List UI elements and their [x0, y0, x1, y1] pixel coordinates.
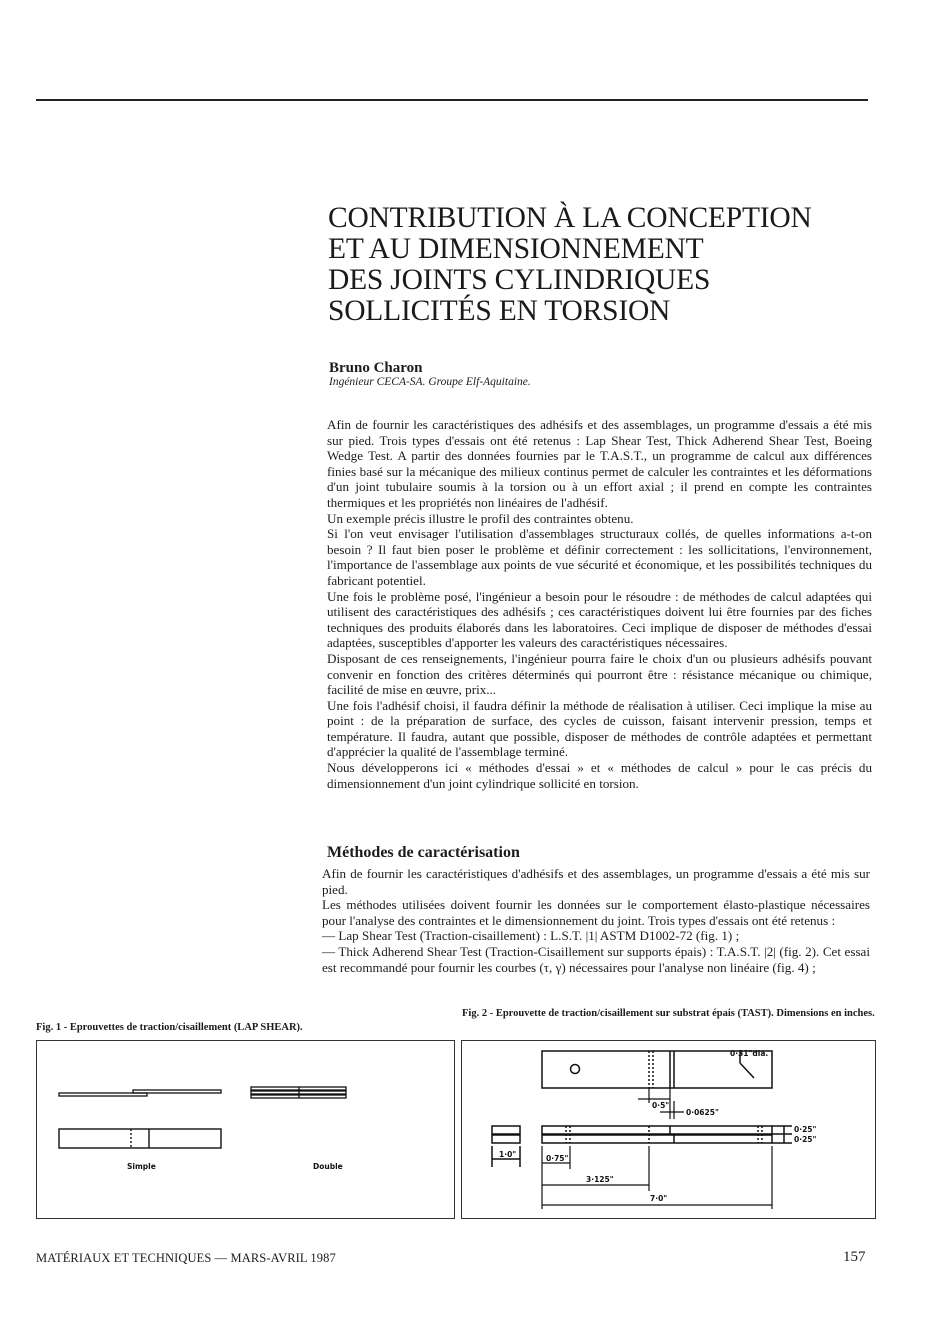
figure-2-drawing	[462, 1041, 875, 1218]
simple-label: Simple	[127, 1162, 156, 1171]
footer-journal: MATÉRIAUX ET TECHNIQUES — MARS-AVRIL 1987	[36, 1251, 336, 1265]
section-paragraph: Afin de fournir les caractéristiques d'adhésifs et des assemblages, un programme d'essais a été mis sur pied.	[322, 866, 870, 897]
section-paragraph: Les méthodes utilisées doivent fournir les données sur le comportement élasto-plastique nécessaires pour l'analyse des contraintes et le dimensionnement du joint. Trois types d'essais ont été retenus :	[322, 897, 870, 928]
section-body	[322, 866, 870, 975]
abstract-paragraph: Un exemple précis illustre le profil des contraintes obtenu.	[327, 510, 634, 526]
double-label: Double	[313, 1162, 343, 1171]
dim-thickness-1: 0·25"	[794, 1125, 817, 1134]
figure-1-lap-shear	[36, 1040, 455, 1219]
figure-1-caption: Fig. 1 - Eprouvettes de traction/cisaillement (LAP SHEAR).	[36, 1022, 303, 1033]
author-name: Bruno Charon	[329, 360, 423, 376]
dim-hole-diameter: 0·31"dia.	[730, 1049, 769, 1058]
abstract-paragraph: Nous développerons ici « méthodes d'essai » et « méthodes de calcul » pour le cas précis du dimensionnement d'un joint cylindrique sollicité en torsion.	[327, 760, 872, 791]
dim-thickness-2: 0·25"	[794, 1135, 817, 1144]
page-number: 157	[843, 1249, 866, 1265]
figure-2-caption: Fig. 2 - Eprouvette de traction/cisaillement sur substrat épais (TAST). Dimensions en inches.	[462, 1008, 875, 1019]
dim-half-length: 3·125"	[586, 1175, 614, 1184]
abstract-paragraph: Si l'on veut envisager l'utilisation d'assemblages structuraux collés, de quelles informations a-t-on besoin ? Il faut bien poser le problème et définir correctement : les sollicitations, l'environnement, l'importance de l'assemblage aux points de vue sécurité et économique, et les possibilités techniques du fabricant potentiel.	[327, 526, 872, 588]
dim-width: 1·0"	[499, 1150, 517, 1159]
dim-gap: 0·5"	[652, 1101, 670, 1110]
abstract-paragraph: Afin de fournir les caractéristiques des adhésifs et des assemblages, un programme d'essais a été mis sur pied. Trois types d'essais ont été retenus : Lap Shear Test, Thick Adherend Shear Test, Boeing Wedge Test. A partir des données fournies par le T.A.S.T., un programme de calcul aux différences finies basé sur la mécanique des milieux continus permet de calculer les contraintes et les déformations d'un joint tubulaire soumis à la torsion ou à un effort axial ; il prend en compte les contraintes thermiques et les propriétés non linéaires de l'adhésif.	[327, 417, 872, 510]
hole-icon	[571, 1065, 580, 1074]
tast-end-view	[492, 1126, 520, 1167]
title-line: ET AU DIMENSIONNEMENT	[328, 233, 704, 265]
title-line: SOLLICITÉS EN TORSION	[328, 295, 671, 327]
section-paragraph: — Thick Adherend Shear Test (Traction-Cisaillement sur supports épais) : T.A.S.T. |2| (fig. 2). Cet essai est recommandé pour fournir les courbes (τ, γ) nécessaires pour l'analyse non linéaire (fig. 4) ;	[322, 943, 870, 975]
article-title	[328, 203, 888, 327]
section-paragraph: — Lap Shear Test (Traction-cisaillement) : L.S.T. |1| ASTM D1002-72 (fig. 1) ;	[322, 928, 740, 944]
dim-total-length: 7·0"	[650, 1194, 668, 1203]
simple-lap-top-view	[59, 1129, 221, 1148]
simple-lap-side-view	[59, 1090, 221, 1096]
title-line: CONTRIBUTION À LA CONCEPTION	[328, 202, 812, 234]
title-line: DES JOINTS CYLINDRIQUES	[328, 264, 711, 296]
tast-side-view	[542, 1126, 792, 1143]
figure-2-tast	[461, 1040, 876, 1219]
abstract	[327, 417, 872, 791]
hole-leader-line	[740, 1063, 754, 1078]
figure-1-drawing	[37, 1041, 454, 1218]
dim-grip: 0·75"	[546, 1154, 569, 1163]
author-affiliation: Ingénieur CECA-SA. Groupe Elf-Aquitaine.	[329, 376, 531, 388]
abstract-paragraph: Une fois le problème posé, l'ingénieur a besoin pour le résoudre : de méthodes de calcul adaptées qui utilisent des caractéristiques des adhésifs ; ces caractéristiques doivent lui être fournies par des fiches techniques des produits élaborés dans les laboratoires. Ceci implique de disposer de méthodes d'essai adaptées, susceptibles d'apporter les valeurs des caractéristiques nécessaires.	[327, 588, 872, 651]
double-lap-side-view	[251, 1087, 346, 1098]
abstract-paragraph: Une fois l'adhésif choisi, il faudra définir la méthode de réalisation à utiliser. Ceci implique la mise au point : de la préparation de surface, des cycles de cuisson, faisant intervenir pression, temps et température. Il faudra, autant que possible, disposer de méthodes de contrôle adaptées et permettant d'apprécier la qualité de l'assemblage terminé.	[327, 697, 872, 760]
abstract-paragraph: Disposant de ces renseignements, l'ingénieur pourra faire le choix d'un ou plusieurs adhésifs pouvant convenir en fonction des critères déterminés qui pourront être : résistance mécanique ou chimique, facilité de mise en œuvre, prix...	[327, 650, 872, 698]
dim-bond: 0·0625"	[686, 1108, 719, 1117]
top-rule	[36, 99, 868, 101]
section-heading: Méthodes de caractérisation	[327, 844, 520, 861]
